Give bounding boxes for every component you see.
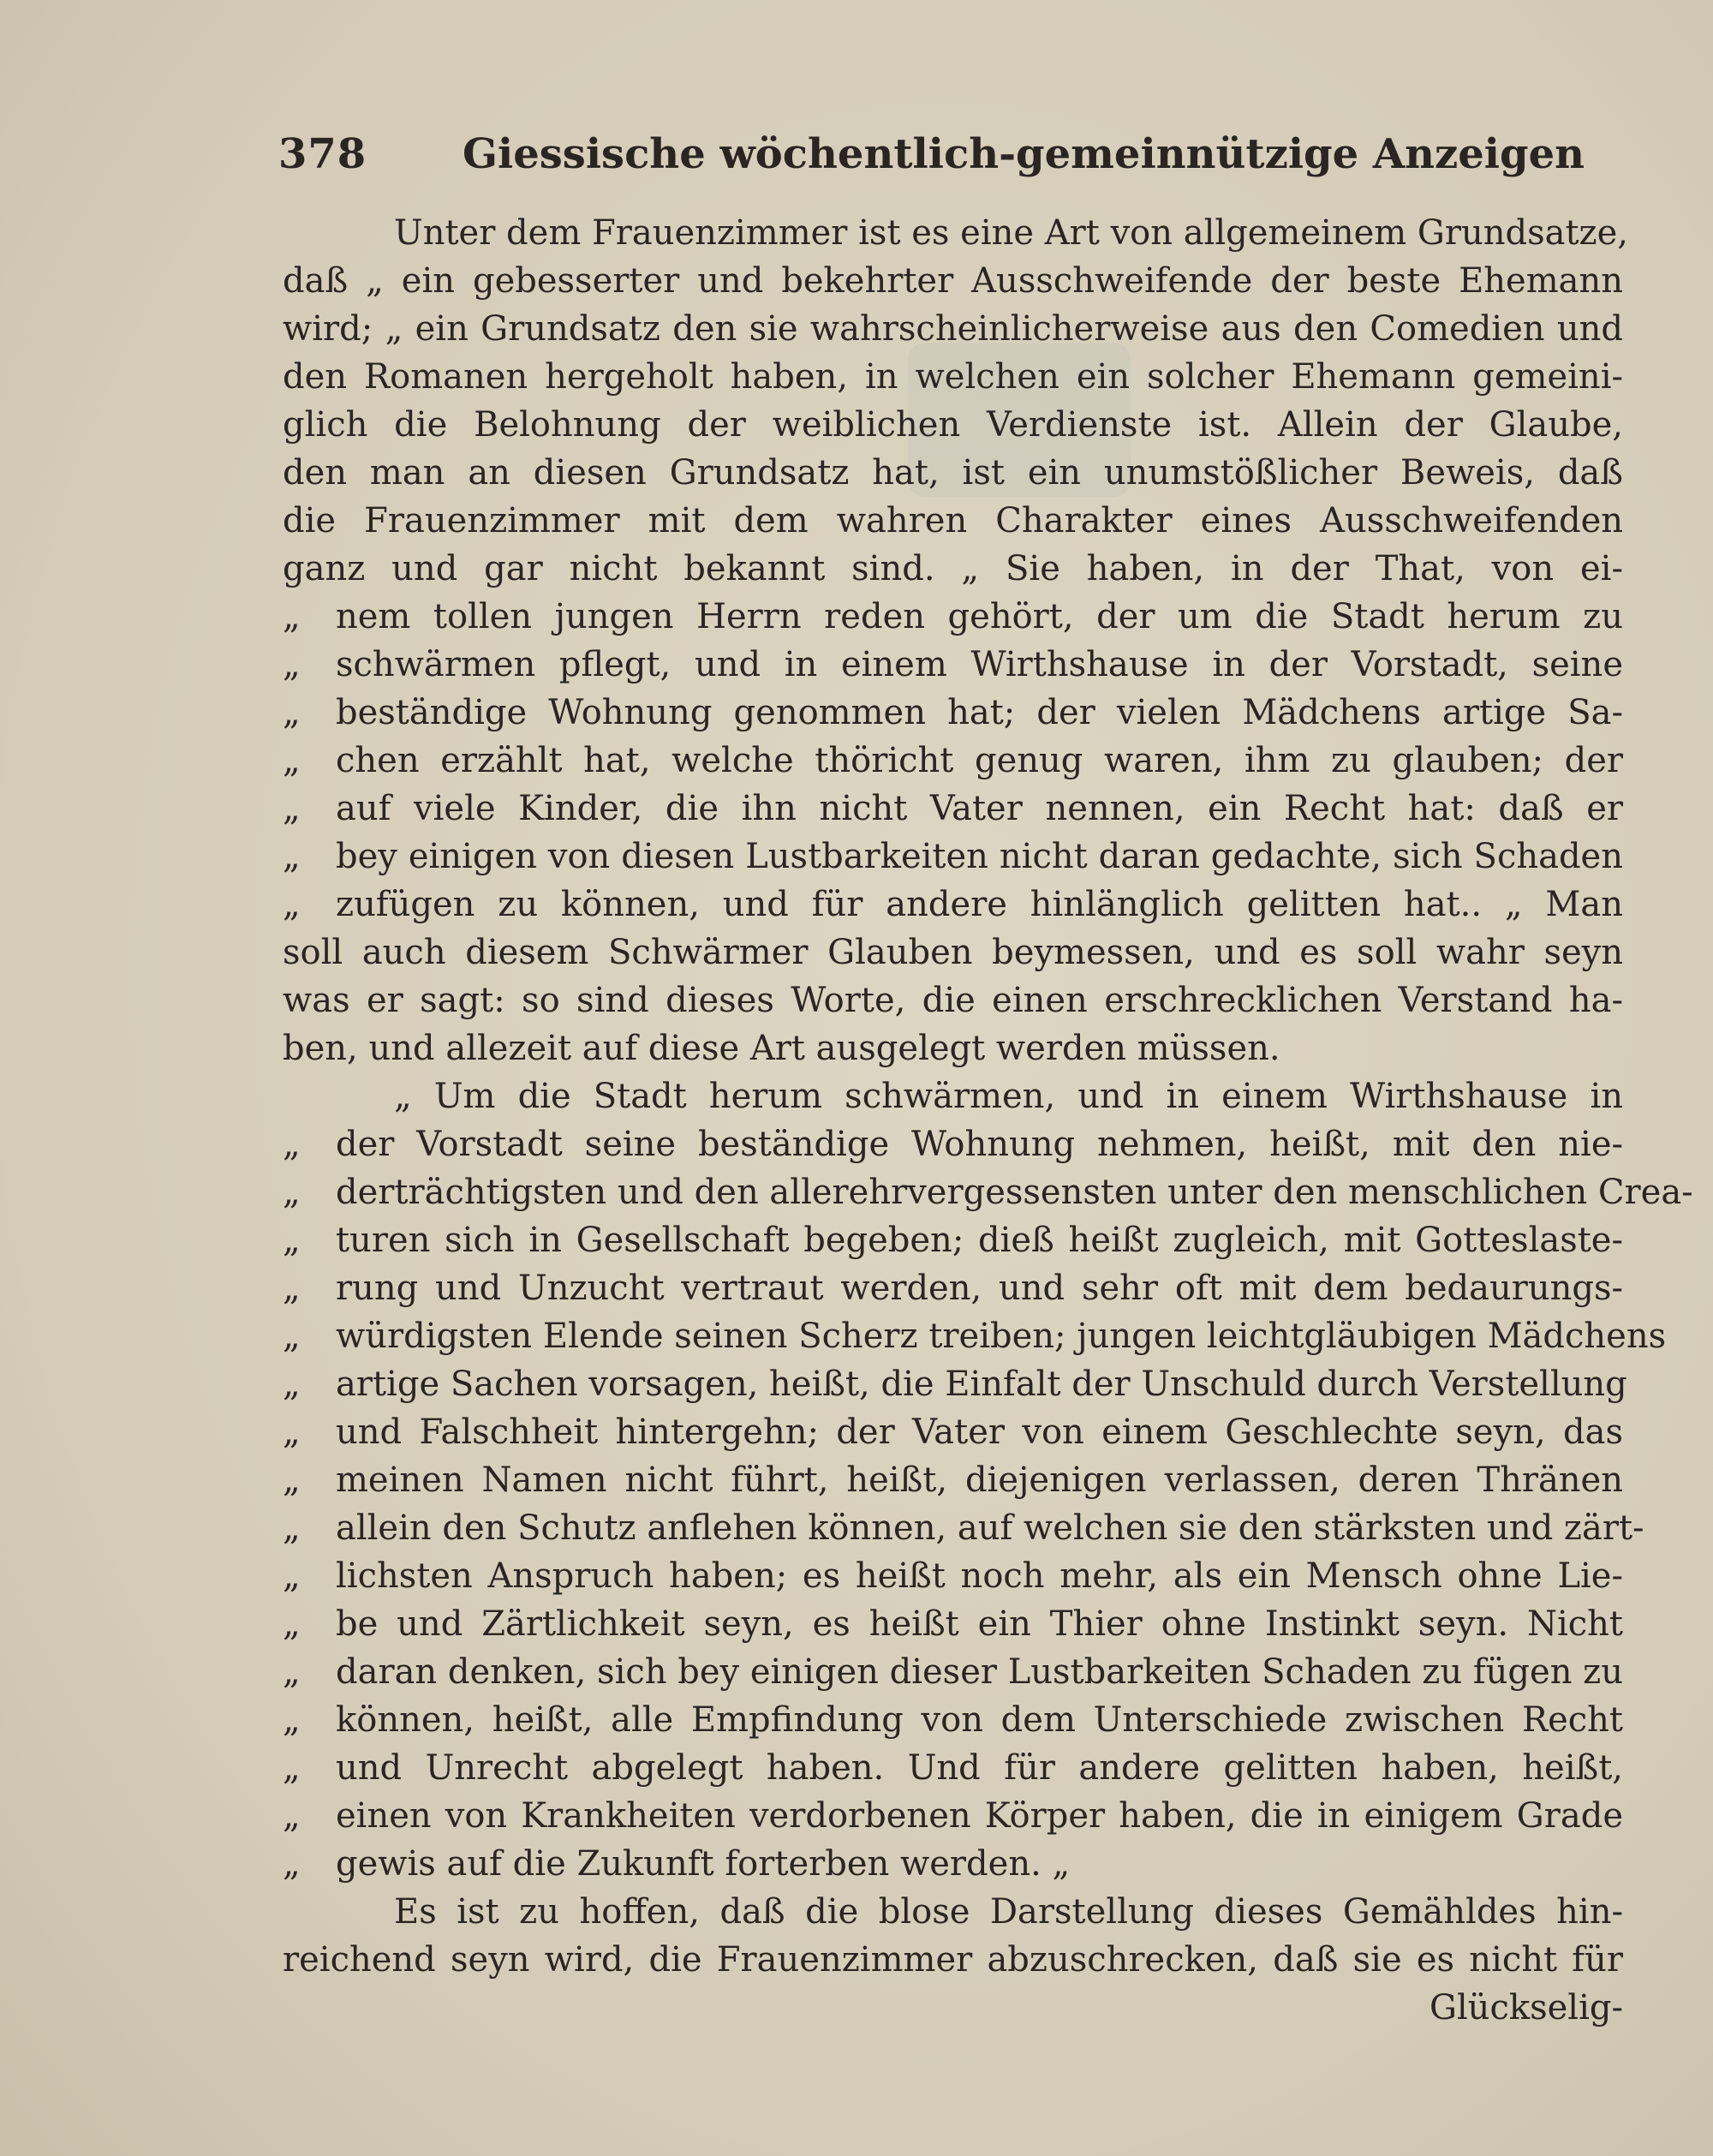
quote-mark: „ [283, 1556, 301, 1596]
quote-mark: „ [283, 741, 301, 780]
text-line: wird; „ ein Grundsatz den sie wahrscheinlicherweise aus den Comedien und [283, 309, 1623, 349]
text-line: ganz und gar nicht bekannt sind. „ Sie haben, in der That, von ei- [283, 549, 1623, 588]
text-line: „ daran denken, sich bey einigen dieser Lustbarkeiten Schaden zu fügen zu [283, 1648, 1623, 1696]
text-line: was er sagt: so sind dieses Worte, die einen erschrecklichen Verstand ha- [283, 981, 1623, 1020]
page-header [278, 130, 1585, 185]
quote-mark: „ [283, 789, 301, 828]
text-line: „ würdigsten Elende seinen Scherz treiben; jungen leichtgläubigen Mädchens [283, 1312, 1623, 1360]
quote-mark: „ [283, 1365, 301, 1404]
page-number: 378 [278, 130, 367, 178]
quote-mark: „ [283, 1796, 301, 1836]
quote-mark: „ [283, 1412, 301, 1452]
running-title: Giessische wöchentlich-gemeinnützige Anzeigen [463, 130, 1585, 178]
text-line: „ Um die Stadt herum schwärmen, und in einem Wirthshause in [394, 1077, 1623, 1116]
quote-mark: „ [283, 645, 301, 684]
text-line: den man an diesen Grundsatz hat, ist ein unumstößlicher Beweis, daß [283, 453, 1623, 493]
text-line: „ und Falschheit hintergehn; der Vater von einem Geschlechte seyn, das [283, 1408, 1623, 1456]
text-line: „ nem tollen jungen Herrn reden gehört, der um die Stadt herum zu [283, 593, 1623, 641]
text-line: die Frauenzimmer mit dem wahren Charakter eines Ausschweifenden [283, 501, 1623, 540]
quote-mark: „ [283, 1221, 301, 1260]
quote-mark: „ [283, 1460, 301, 1500]
quote-mark: „ [283, 1844, 301, 1884]
quote-mark: „ [283, 1269, 301, 1308]
quote-mark: „ [283, 1748, 301, 1788]
text-line: „ be und Zärtlichkeit seyn, es heißt ein Thier ohne Instinkt seyn. Nicht [283, 1600, 1623, 1648]
text-line: „ turen sich in Gesellschaft begeben; dieß heißt zugleich, mit Gotteslaste- [283, 1216, 1623, 1264]
quote-mark: „ [283, 1652, 301, 1692]
text-line: „ rung und Unzucht vertraut werden, und sehr oft mit dem bedaurungs- [283, 1264, 1623, 1312]
text-line: „ schwärmen pflegt, und in einem Wirthshause in der Vorstadt, seine [283, 641, 1623, 689]
quote-mark: „ [283, 1604, 301, 1644]
text-line: „ auf viele Kinder, die ihn nicht Vater nennen, ein Recht hat: daß er [283, 785, 1623, 833]
text-line: daß „ ein gebesserter und bekehrter Ausschweifende der beste Ehemann [283, 261, 1623, 301]
quote-mark: „ [283, 693, 301, 732]
text-line: „ zufügen zu können, und für andere hinlänglich gelitten hat.. „ Man [283, 881, 1623, 929]
quote-mark: „ [283, 1173, 301, 1212]
text-line: glich die Belohnung der weiblichen Verdienste ist. Allein der Glaube, [283, 405, 1623, 445]
text-line: den Romanen hergeholt haben, in welchen ein solcher Ehemann gemeini- [283, 357, 1623, 397]
quote-mark: „ [283, 885, 301, 924]
text-line: „ meinen Namen nicht führt, heißt, diejenigen verlassen, deren Thränen [283, 1456, 1623, 1504]
quote-mark: „ [283, 1317, 301, 1356]
text-line: Es ist zu hoffen, daß die blose Darstellung dieses Gemähldes hin- [394, 1892, 1623, 1932]
quote-mark: „ [283, 837, 301, 876]
text-line: Unter dem Frauenzimmer ist es eine Art von allgemeinem Grundsatze, [394, 213, 1629, 253]
text-line: „ und Unrecht abgelegt haben. Und für andere gelitten haben, heißt, [283, 1744, 1623, 1792]
text-line: soll auch diesem Schwärmer Glauben beymessen, und es soll wahr seyn [283, 933, 1623, 972]
quote-mark: „ [283, 1700, 301, 1740]
text-line: „ derträchtigsten und den allerehrvergessensten unter den menschlichen Crea- [283, 1168, 1623, 1216]
quote-mark: „ [283, 597, 301, 636]
text-line: „ können, heißt, alle Empfindung von dem Unterschiede zwischen Recht [283, 1696, 1623, 1744]
catchword: Glückselig- [1429, 1988, 1623, 2028]
text-line: „ einen von Krankheiten verdorbenen Körper haben, die in einigem Grade [283, 1792, 1623, 1840]
text-line: „ chen erzählt hat, welche thöricht genug waren, ihm zu glauben; der [283, 737, 1623, 785]
text-line: „ allein den Schutz anflehen können, auf welchen sie den stärksten und zärt- [283, 1504, 1623, 1552]
quote-mark: „ [283, 1508, 301, 1548]
text-line: „ gewis auf die Zukunft forterben werden. „ [283, 1840, 1623, 1888]
text-line: „ bey einigen von diesen Lustbarkeiten nicht daran gedachte, sich Schaden [283, 833, 1623, 881]
text-line: „ der Vorstadt seine beständige Wohnung nehmen, heißt, mit den nie- [283, 1120, 1623, 1168]
text-line: „ lichsten Anspruch haben; es heißt noch mehr, als ein Mensch ohne Lie- [283, 1552, 1623, 1600]
text-line: „ beständige Wohnung genommen hat; der vielen Mädchens artige Sa- [283, 689, 1623, 737]
text-line: ben, und allezeit auf diese Art ausgelegt werden müssen. [283, 1029, 1280, 1068]
quote-mark: „ [283, 1125, 301, 1164]
text-line: „ artige Sachen vorsagen, heißt, die Einfalt der Unschuld durch Verstellung [283, 1360, 1623, 1408]
text-line: reichend seyn wird, die Frauenzimmer abzuschrecken, daß sie es nicht für [283, 1940, 1623, 1980]
